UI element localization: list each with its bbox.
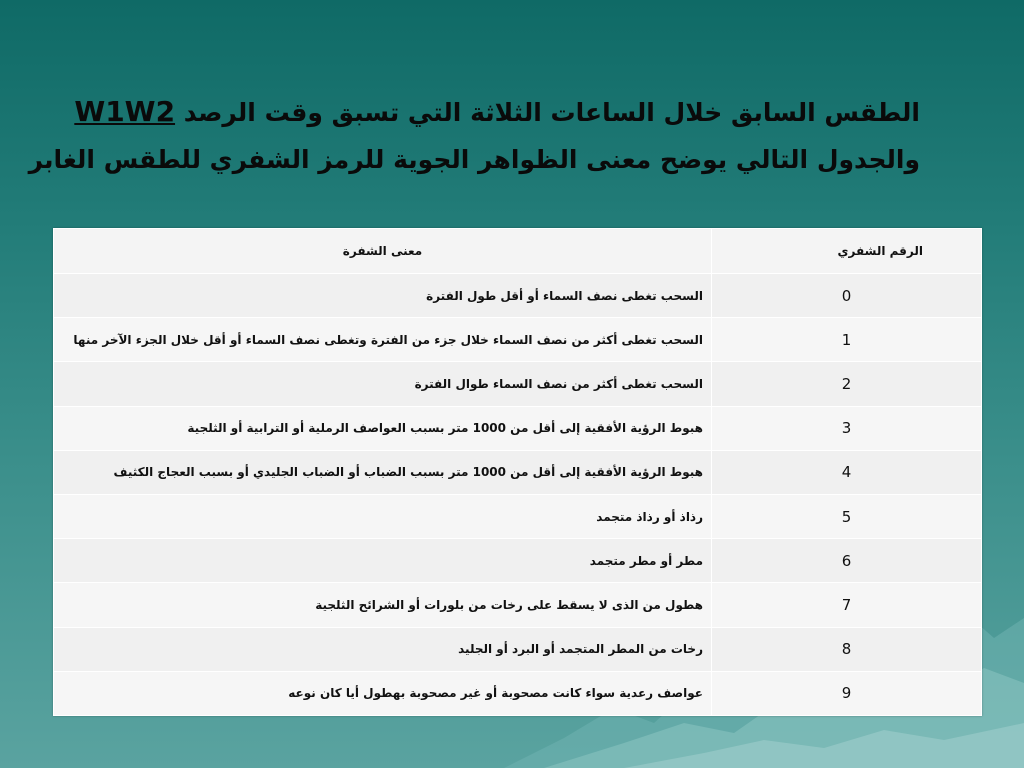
- table-row: [54, 362, 982, 406]
- meaning-cell: رذاذ أو رذاذ متجمد: [54, 494, 712, 538]
- table-header-row: [54, 229, 982, 274]
- meaning-cell: هطول من الذى لا يسقط على رخات من بلورات أو الشرائح الثلجية: [54, 583, 712, 627]
- code-cell: 3: [712, 406, 982, 450]
- meaning-cell: مطر أو مطر متجمد: [54, 539, 712, 583]
- code-cell: 5: [712, 494, 982, 538]
- code-cell: 0: [712, 274, 982, 318]
- header-code: الرقم الشفري: [712, 229, 982, 274]
- table-row: [54, 450, 982, 494]
- table-row: [54, 583, 982, 627]
- table-row: [54, 627, 982, 671]
- code-cell: 9: [712, 671, 982, 715]
- code-cell: 7: [712, 583, 982, 627]
- title-line-2: والجدول التالي يوضح معنى الظواهر الجوية للرمز الشفري للطقس الغابر: [28, 145, 920, 174]
- table-row: [54, 494, 982, 538]
- code-cell: 2: [712, 362, 982, 406]
- code-cell: 8: [712, 627, 982, 671]
- table-row: [54, 318, 982, 362]
- meaning-cell: عواصف رعدية سواء كانت مصحوبة أو غير مصحوبة بهطول أيا كان نوعه: [54, 671, 712, 715]
- meaning-cell: السحب تغطى أكثر من نصف السماء طوال الفترة: [54, 362, 712, 406]
- title-code: W1W2: [74, 95, 176, 128]
- table-row: [54, 274, 982, 318]
- code-cell: 6: [712, 539, 982, 583]
- table-row: [54, 406, 982, 450]
- code-cell: 4: [712, 450, 982, 494]
- header-meaning: معنى الشفرة: [54, 229, 712, 274]
- code-table: [53, 228, 982, 716]
- code-cell: 1: [712, 318, 982, 362]
- meaning-cell: هبوط الرؤية الأفقية إلى أقل من 1000 متر بسبب الضباب أو الضباب الجليدي أو بسبب العجاج الكثيف: [54, 450, 712, 494]
- table-row: [54, 671, 982, 715]
- meaning-cell: رخات من المطر المتجمد أو البرد أو الجليد: [54, 627, 712, 671]
- meaning-cell: السحب تغطى نصف السماء أو أقل طول الفترة: [54, 274, 712, 318]
- meaning-cell: السحب تغطى أكثر من نصف السماء خلال جزء من الفترة وتغطى نصف السماء أو أقل خلال الجزء الآخر منها: [54, 318, 712, 362]
- title-line-1-text: الطقس السابق خلال الساعات الثلاثة التي تسبق وقت الرصد: [183, 98, 920, 127]
- title-line-1: [60, 88, 920, 136]
- meaning-cell: هبوط الرؤية الأفقية إلى أقل من 1000 متر بسبب العواصف الرملية أو الترابية أو الثلجية: [54, 406, 712, 450]
- weather-code-table: [53, 228, 982, 716]
- table-row: [54, 539, 982, 583]
- slide-title: [28, 88, 920, 183]
